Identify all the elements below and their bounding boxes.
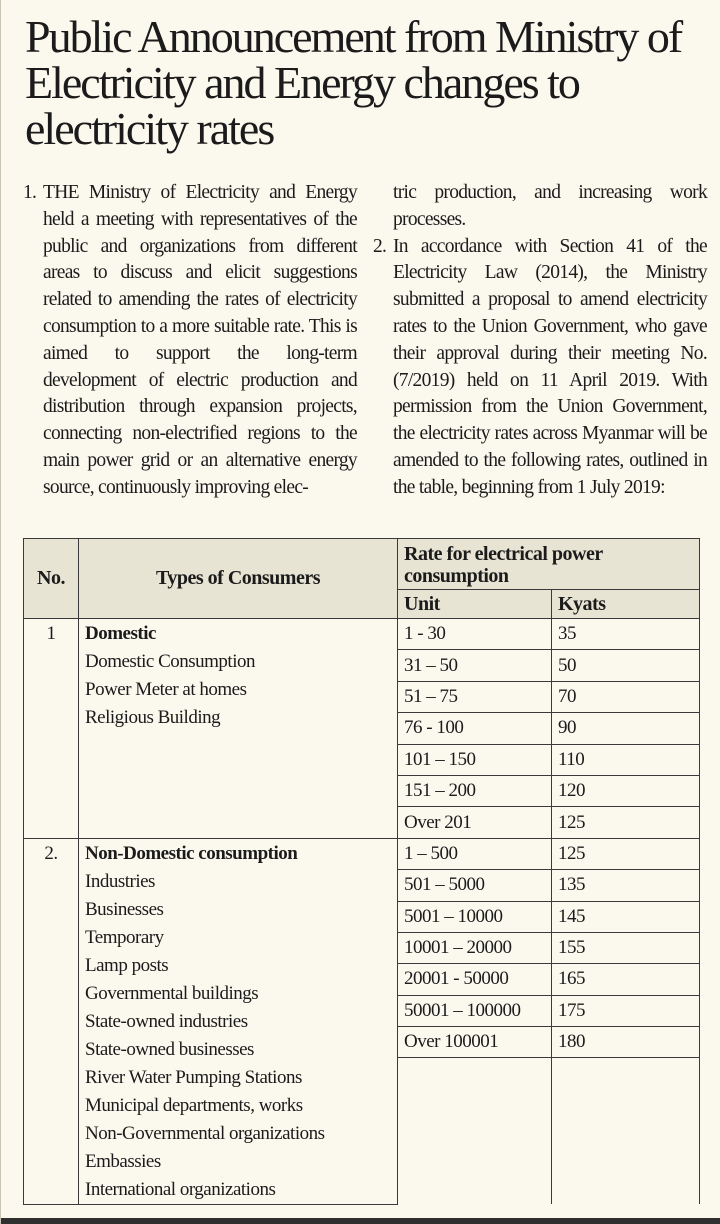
header-unit: Unit: [398, 590, 552, 619]
consumer-type: Industries: [85, 870, 155, 892]
kyats-rate: 50: [552, 650, 700, 681]
empty-kyats-cell: [552, 1058, 700, 1204]
header-rate: Rate for electrical power consumption: [398, 539, 700, 590]
unit-range: Over 201: [398, 807, 552, 838]
table-row: [24, 838, 700, 869]
kyats-rate: 110: [552, 744, 700, 775]
consumer-type: Businesses: [85, 898, 164, 920]
row-number: 1: [24, 619, 79, 839]
consumer-type: International organizations: [85, 1178, 276, 1200]
consumer-group-title: Domestic: [85, 623, 156, 644]
unit-range: 1 – 500: [398, 838, 552, 869]
kyats-rate: 125: [552, 807, 700, 838]
unit-range: 10001 – 20000: [398, 932, 552, 963]
unit-range: 501 – 5000: [398, 870, 552, 901]
header-kyats: Kyats: [552, 590, 700, 619]
paragraph-1-continuation: tric production, and increasing work processes.: [393, 182, 707, 230]
electricity-rates-table: [23, 538, 700, 1205]
kyats-rate: 35: [552, 619, 700, 650]
table-header-row: [24, 539, 700, 590]
table-row: [24, 619, 700, 650]
consumer-types: [79, 838, 398, 1204]
consumer-group-title: Non-Domestic consumption: [85, 842, 298, 864]
paragraph-2: [373, 234, 707, 502]
row-number: 2.: [24, 838, 79, 1204]
kyats-rate: 120: [552, 775, 700, 806]
paragraph-1: [23, 180, 357, 502]
unit-range: 101 – 150: [398, 744, 552, 775]
unit-range: 50001 – 100000: [398, 995, 552, 1026]
consumer-type: Embassies: [85, 1150, 161, 1172]
consumer-type: Power Meter at homes: [85, 679, 247, 700]
paragraph-1-text: THE Ministry of Electricity and Energy held a meeting with representatives of the public and organizations from different areas to discuss and elicit suggestions related to amending the rates of electricity consumption to a more suitable rate. This is aimed to support the long-term development of electric production and distribution through expansion projects, connecting non-electrified regions to the main power grid or an alternative energy source, continuously improving elec-: [43, 182, 357, 498]
non-domestic-group: [24, 838, 700, 1204]
consumer-type: Domestic Consumption: [85, 651, 255, 672]
consumer-type: Municipal departments, works: [85, 1094, 303, 1116]
consumer-type: River Water Pumping Stations: [85, 1066, 302, 1088]
kyats-rate: 180: [552, 1027, 700, 1058]
unit-range: 5001 – 10000: [398, 901, 552, 932]
unit-range: 76 - 100: [398, 713, 552, 744]
bottom-edge-bar: [1, 1218, 720, 1224]
unit-range: 1 - 30: [398, 619, 552, 650]
paragraph-2-number: 2.: [373, 235, 387, 257]
kyats-rate: 165: [552, 964, 700, 995]
article-column-right: [373, 180, 707, 502]
header-no: No.: [24, 539, 79, 619]
headline: Public Announcement from Ministry of Electricity and Energy changes to electricity rates: [25, 11, 682, 154]
unit-range: 20001 - 50000: [398, 964, 552, 995]
kyats-rate: 135: [552, 870, 700, 901]
unit-range: Over 100001: [398, 1027, 552, 1058]
empty-unit-cell: [398, 1058, 552, 1204]
kyats-rate: 155: [552, 932, 700, 963]
kyats-rate: 70: [552, 681, 700, 712]
domestic-group: [24, 619, 700, 839]
kyats-rate: 90: [552, 713, 700, 744]
consumer-type: Religious Building: [85, 707, 221, 728]
unit-range: 51 – 75: [398, 681, 552, 712]
header-types-of-consumers: Types of Consumers: [79, 539, 398, 619]
consumer-type: Lamp posts: [85, 954, 169, 976]
kyats-rate: 145: [552, 901, 700, 932]
unit-range: 31 – 50: [398, 650, 552, 681]
consumer-type: State-owned industries: [85, 1010, 248, 1032]
kyats-rate: 125: [552, 838, 700, 869]
paragraph-1-number: 1.: [23, 182, 37, 203]
consumer-type: Governmental buildings: [85, 982, 259, 1004]
consumer-type: State-owned businesses: [85, 1038, 254, 1060]
article-column-left: [23, 180, 357, 502]
unit-range: 151 – 200: [398, 775, 552, 806]
consumer-type: Non-Governmental organizations: [85, 1122, 325, 1144]
paragraph-2-text: In accordance with Section 41 of the Electricity Law (2014), the Ministry submitted a proposal to amend electricity rates to the Union Government, who gave their approval during their meeting No. (7/2019) held on 11 April 2019. With permission from the Union Government, the electricity rates across Myanmar will be amended to the following rates, outlined in the table, beginning from 1 July 2019:: [393, 235, 707, 498]
consumer-type: Temporary: [85, 926, 164, 948]
consumer-types: [79, 619, 398, 839]
kyats-rate: 175: [552, 995, 700, 1026]
